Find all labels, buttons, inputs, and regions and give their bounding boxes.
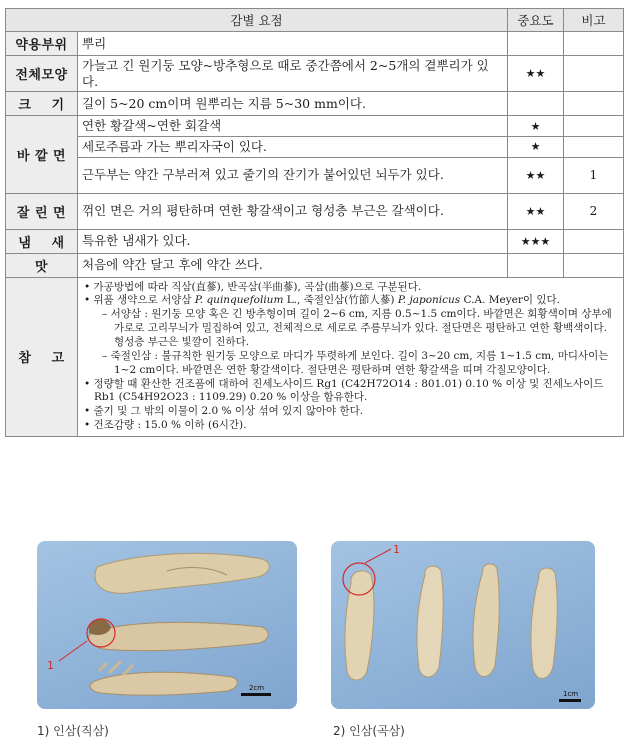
- desc-shape: 가늘고 긴 원기둥 모양~방추형으로 때로 중간쯤에서 2~5개의 곁뿌리가 있다.: [78, 56, 508, 92]
- desc-exterior-3: 근두부는 약간 구부러져 있고 줄기의 잔기가 붙어있던 뇌두가 있다.: [78, 157, 508, 193]
- scale-label-2: 1cm: [563, 690, 579, 698]
- callout-label-1: 1: [47, 659, 54, 672]
- row-exterior-3: [6, 157, 624, 193]
- label-part: 약용부위: [6, 32, 78, 56]
- desc-cut: 꺾인 면은 거의 평탄하며 연한 황갈색이고 형성층 부근은 갈색이다.: [78, 193, 508, 229]
- importance-exterior-1: ★: [508, 116, 564, 137]
- row-taste: [6, 253, 624, 277]
- label-smell: 냄 새: [6, 229, 78, 253]
- identification-table: [5, 8, 624, 437]
- reference-bullet-3: • 정량할 때 환산한 건조품에 대하여 진세노사이드 Rg1 (C42H72O14 : 801.01) 0.10 % 이상 및 진세노사이드 Rb1 (C54H92O23 : 1109.29) 0.20 % 이상을 함유한다.: [84, 377, 604, 404]
- desc-exterior-1: 연한 황갈색~연한 회갈색: [78, 116, 508, 137]
- row-exterior-1: [6, 116, 624, 137]
- desc-part: 뿌리: [78, 32, 508, 56]
- caption-photo-1: 1) 인삼(직삼): [37, 724, 109, 738]
- desc-size: 길이 5~20 cm이며 원뿌리는 지름 5~30 mm이다.: [78, 92, 508, 116]
- importance-exterior-3: ★★: [508, 157, 564, 193]
- row-reference: [6, 277, 624, 436]
- reference-dash-2: – 죽절인삼 : 불규칙한 원기둥 모양으로 마디가 뚜렷하게 보인다. 길이 3~20 cm, 지름 1~1.5 cm, 마디사이는 1~2 cm이다. 바깥면은 연한 황갈색이다. 절단면은 평탄하며 연한 황갈색을 띠며 각질모양이다.: [102, 349, 609, 376]
- row-part: [6, 32, 624, 56]
- photo-straight-ginseng: [37, 541, 297, 709]
- label-exterior: 바 깥 면: [6, 116, 78, 193]
- scale-label-1: 2cm: [249, 684, 265, 692]
- header-row: [6, 9, 624, 32]
- row-shape: [6, 56, 624, 92]
- reference-notes: [78, 277, 624, 436]
- header-title: 감별 요점: [6, 9, 508, 32]
- reference-bullet-1: • 가공방법에 따라 직삼(直蔘), 반곡삼(半曲蔘), 곡삼(曲蔘)으로 구분된다.: [84, 280, 422, 293]
- label-size: 크 기: [6, 92, 78, 116]
- ginseng-curved-illustration: [331, 541, 595, 709]
- label-cut: 잘 린 면: [6, 193, 78, 229]
- importance-exterior-2: ★: [508, 136, 564, 157]
- header-note: 비고: [564, 9, 624, 32]
- note-exterior-3: 1: [564, 157, 624, 193]
- header-importance: 중요도: [508, 9, 564, 32]
- reference-bullet-4: • 줄기 및 그 밖의 이물이 2.0 % 이상 섞여 있지 않아야 한다.: [84, 405, 364, 418]
- row-cut: [6, 193, 624, 229]
- importance-shape: ★★: [508, 56, 564, 92]
- label-shape: 전체모양: [6, 56, 78, 92]
- importance-cut: ★★: [508, 193, 564, 229]
- desc-exterior-2: 세로주름과 가는 뿌리자국이 있다.: [78, 136, 508, 157]
- row-size: [6, 92, 624, 116]
- importance-smell: ★★★: [508, 229, 564, 253]
- callout-label-2: 1: [393, 543, 400, 556]
- reference-bullet-5: • 건조감량 : 15.0 % 이하 (6시간).: [84, 419, 247, 432]
- reference-bullet-2: • 위품 생약으로 서양삼 P. quinquefolium L., 죽절인삼(竹節人蔘) P. japonicus C.A. Meyer이 있다.: [84, 294, 560, 307]
- row-smell: [6, 229, 624, 253]
- caption-photo-2: 2) 인삼(곡삼): [333, 724, 405, 738]
- note-cut: 2: [564, 193, 624, 229]
- ginseng-root-illustration: [37, 541, 297, 709]
- label-reference: 참 고: [6, 277, 78, 436]
- desc-taste: 처음에 약간 달고 후에 약간 쓰다.: [78, 253, 508, 277]
- row-exterior-2: [6, 136, 624, 157]
- desc-smell: 특유한 냄새가 있다.: [78, 229, 508, 253]
- photo-curved-ginseng: [331, 541, 595, 709]
- label-taste: 맛: [6, 253, 78, 277]
- reference-dash-1: – 서양삼 : 원기둥 모양 혹은 긴 방추형이며 길이 2~6 cm, 지름 0.5~1.5 cm이다. 바깥면은 회황색이며 상부에 가로로 고리무늬가 밀집하여 있고, 전체적으로 세로로 주름무늬가 있다. 절단면은 평탄하고 연한 황백색이다. 형성층 부근은 빛깔이 진하다.: [102, 308, 612, 348]
